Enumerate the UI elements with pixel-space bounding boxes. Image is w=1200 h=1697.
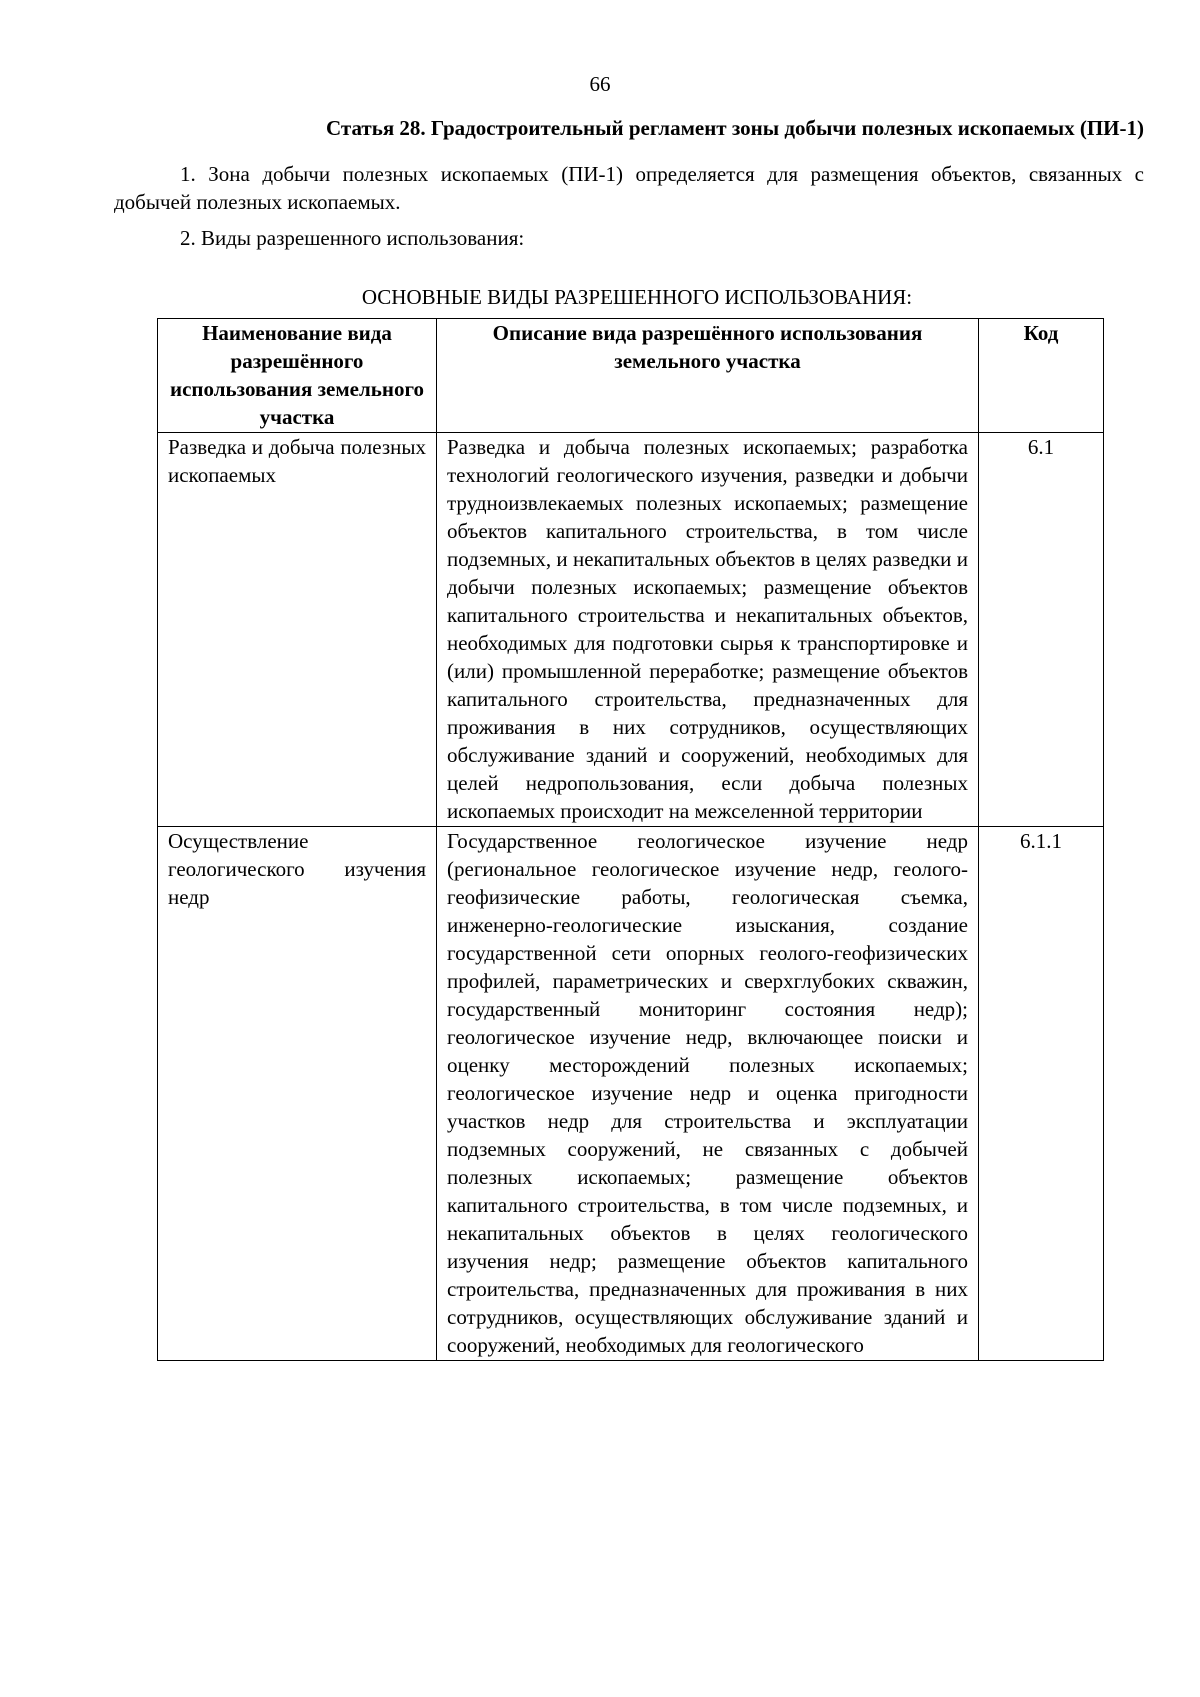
paragraph-permitted-uses: 2. Виды разрешенного использования: [180,226,525,250]
article-title: Статья 28. Градостроительный регламент зоны добычи полезных ископаемых (ПИ-1) [325,116,1144,140]
row-name: Осуществление геологического изучения недр [158,827,437,1361]
page-number: 66 [589,72,611,96]
table-row [158,827,1104,1361]
row-name: Разведка и добыча полезных ископаемых [158,433,437,827]
table-header-row [158,319,1104,433]
row-code: 6.1 [979,433,1104,827]
header-description: Описание вида разрешённого использования земельного участка [437,319,979,433]
permitted-uses-table [157,318,1104,1361]
header-code: Код [979,319,1104,433]
paragraph-zone-definition: 1. Зона добычи полезных ископаемых (ПИ-1) определяется для размещения объектов, связанных с добычей полезных ископаемых. [114,162,1144,214]
row-description: Разведка и добыча полезных ископаемых; разработка технологий геологического изучения, разведки и добычи трудноизвлекаемых полезных ископаемых; размещение объектов капитального строительства, в том числе подземных, и некапитальных объектов в целях разведки и добычи полезных ископаемых; размещение объектов капитального строительства и некапитальных объектов, необходимых для подготовки сырья к транспортировке и (или) промышленной переработке; размещение объектов капитального строительства, предназначенных для проживания в них сотрудников, осуществляющих обслуживание зданий и сооружений, необходимых для целей недропользования, если добыча полезных ископаемых происходит на межселенной территории [437,433,979,827]
row-code: 6.1.1 [979,827,1104,1361]
table-row [158,433,1104,827]
table-caption: ОСНОВНЫЕ ВИДЫ РАЗРЕШЕННОГО ИСПОЛЬЗОВАНИЯ: [361,285,913,309]
row-description: Государственное геологическое изучение недр (региональное геологическое изучение недр, геолого-геофизические работы, геологическая съемка, инженерно-геологические изыскания, создание государственной сети опорных геолого-геофизических профилей, параметрических и сверхглубоких скважин, государственный мониторинг состояния недр); геологическое изучение недр, включающее поиски и оценку месторождений полезных ископаемых; геологическое изучение недр и оценка пригодности участков недр для строительства и эксплуатации подземных сооружений, не связанных с добычей полезных ископаемых; размещение объектов капитального строительства, в том числе подземных, и некапитальных объектов в целях геологического изучения недр; размещение объектов капитального строительства, предназначенных для проживания в них сотрудников, осуществляющих обслуживание зданий и сооружений, необходимых для геологического [437,827,979,1361]
header-name: Наименование вида разрешённого использования земельного участка [158,319,437,433]
